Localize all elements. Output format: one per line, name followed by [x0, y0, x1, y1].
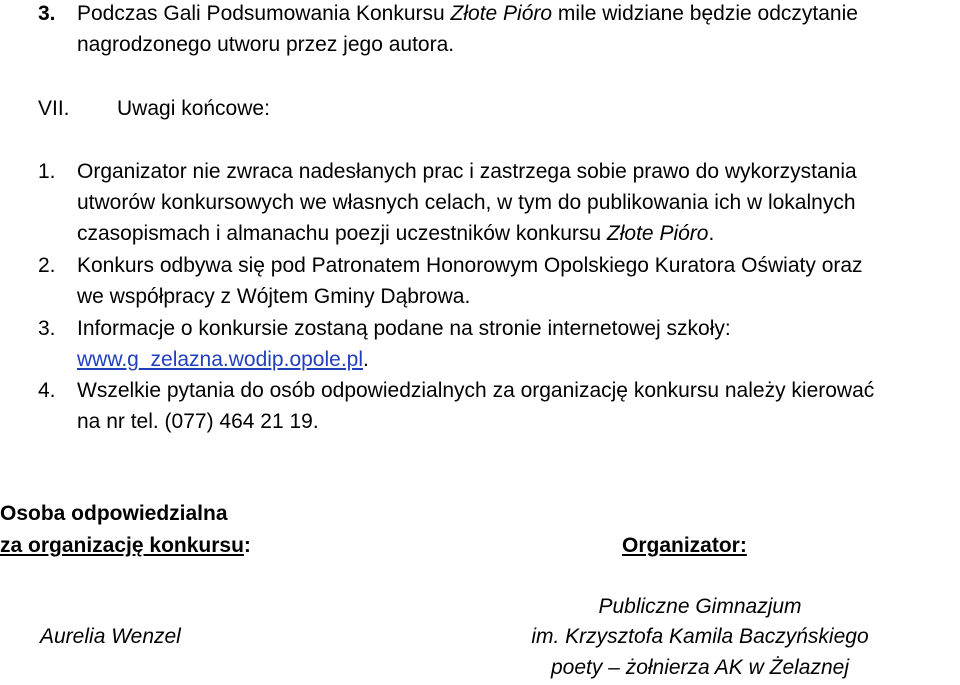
organizer-name-line2: im. Krzysztofa Kamila Baczyńskiego — [531, 625, 869, 648]
responsible-person-heading-line2 — [0, 532, 251, 560]
item-2-line1: Konkurs odbywa się pod Patronatem Honorowym Opolskiego Kuratora Oświaty oraz — [77, 254, 863, 277]
item-3-line1: Informacje o konkursie zostaną podane na stronie internetowej szkoły: — [77, 317, 731, 340]
item-4-line2: na nr tel. (077) 464 21 19. — [77, 410, 319, 433]
top-item-contest-name: Złote Pióro — [450, 2, 553, 25]
top-item-line1 — [77, 0, 858, 28]
organizer-heading — [622, 532, 747, 560]
top-item-number: 3. — [38, 2, 56, 25]
responsible-person-heading-line1: Osoba odpowiedzialna — [0, 502, 228, 525]
responsible-person-name: Aurelia Wenzel — [40, 625, 181, 648]
item-3-url-suffix: . — [363, 348, 369, 371]
responsible-person-heading-colon: : — [243, 534, 251, 557]
organizer-heading-text: Organizator: — [622, 534, 747, 557]
top-item-line1-prefix: Podczas Gali Podsumowania Konkursu — [77, 2, 451, 25]
item-4-line1: Wszelkie pytania do osób odpowiedzialnych za organizację konkursu należy kierować — [77, 379, 875, 402]
item-2-line2: we współpracy z Wójtem Gminy Dąbrowa. — [77, 285, 471, 308]
responsible-person-heading-text: za organizację konkursu — [0, 534, 244, 557]
item-1-number: 1. — [38, 160, 56, 183]
organizer-name-line3: poety – żołnierza AK w Żelaznej — [550, 656, 850, 679]
top-item-line2: nagrodzonego utworu przez jego autora. — [77, 33, 455, 56]
organizer-name-line1: Publiczne Gimnazjum — [598, 595, 802, 618]
item-1-contest-name: Złote Pióro — [606, 222, 709, 245]
section-title: Uwagi końcowe: — [117, 97, 270, 120]
item-1-line3-suffix: . — [708, 222, 715, 245]
item-1-line3-prefix: czasopismach i almanachu poezji uczestników konkursu — [77, 222, 607, 245]
top-item-line1-suffix: mile widziane będzie odczytanie — [552, 2, 858, 25]
section-number: VII. — [38, 97, 70, 120]
item-1-line1: Organizator nie zwraca nadesłanych prac i zastrzega sobie prawo do wykorzystania — [77, 160, 857, 183]
item-3-number: 3. — [38, 317, 56, 340]
item-3-line2 — [77, 346, 369, 374]
school-website-link[interactable]: www.g_zelazna.wodip.opole.pl — [77, 348, 364, 371]
item-2-number: 2. — [38, 254, 56, 277]
item-1-line3 — [77, 220, 714, 248]
item-1-line2: utworów konkursowych we własnych celach, w tym do publikowania ich w lokalnych — [77, 191, 856, 214]
item-4-number: 4. — [38, 379, 56, 402]
